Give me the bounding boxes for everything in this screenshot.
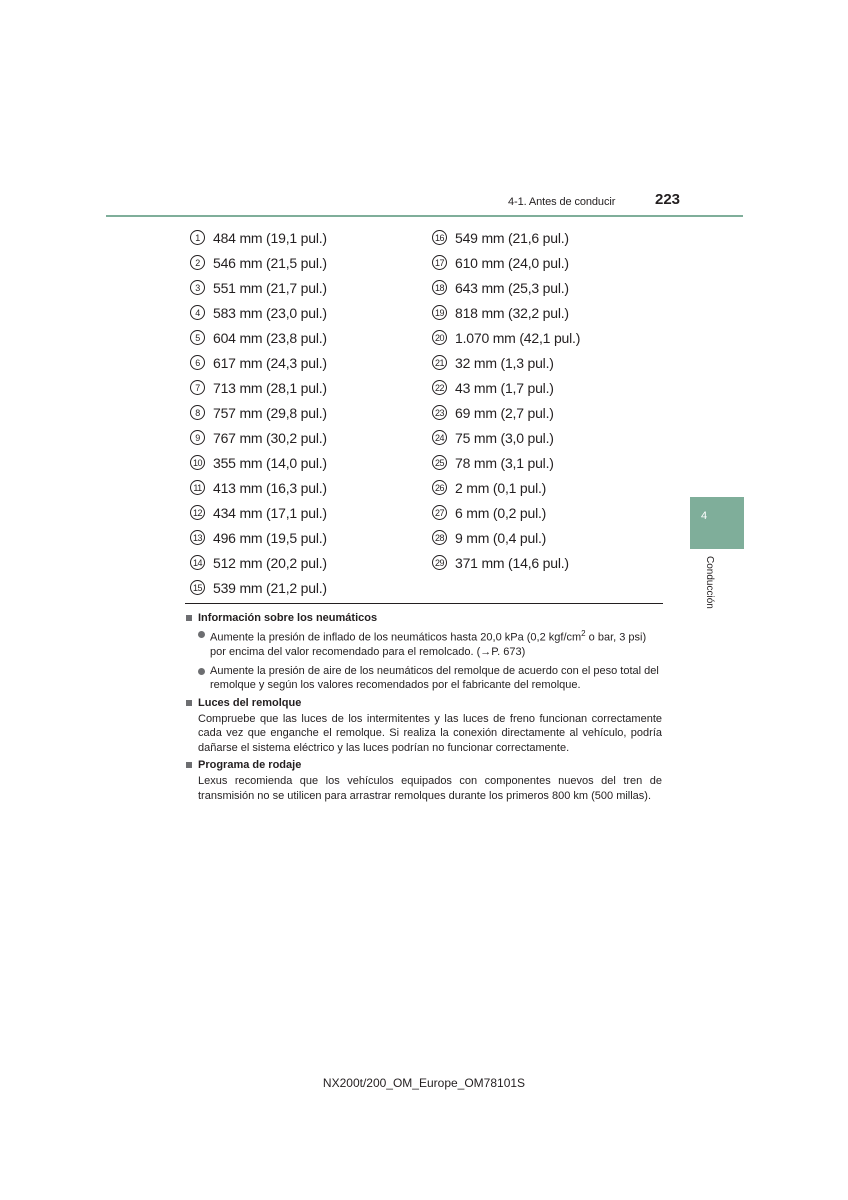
dimension-item [190, 350, 327, 375]
circled-number-icon: 19 [432, 305, 447, 320]
dimension-item [190, 425, 327, 450]
dimension-item [432, 525, 580, 550]
dimension-value: 549 mm (21,6 pul.) [455, 229, 569, 246]
circled-number-icon: 23 [432, 405, 447, 420]
dot-bullet-icon [198, 668, 205, 675]
dimension-value: 434 mm (17,1 pul.) [213, 504, 327, 521]
dimension-item [190, 325, 327, 350]
dimension-item [190, 275, 327, 300]
dimension-value: 512 mm (20,2 pul.) [213, 554, 327, 571]
dimension-item [432, 325, 580, 350]
dimension-value: 610 mm (24,0 pul.) [455, 254, 569, 271]
dimension-value: 9 mm (0,4 pul.) [455, 529, 547, 546]
dimension-value: 767 mm (30,2 pul.) [213, 429, 327, 446]
dimension-item [432, 350, 580, 375]
square-bullet-icon [186, 615, 192, 621]
dimension-item [190, 400, 327, 425]
dimension-value: 604 mm (23,8 pul.) [213, 329, 327, 346]
circled-number-icon: 1 [190, 230, 205, 245]
circled-number-icon: 21 [432, 355, 447, 370]
circled-number-icon: 2 [190, 255, 205, 270]
dimension-item [190, 500, 327, 525]
circled-number-icon: 6 [190, 355, 205, 370]
circled-number-icon: 18 [432, 280, 447, 295]
dimension-value: 6 mm (0,2 pul.) [455, 504, 547, 521]
circled-number-icon: 12 [190, 505, 205, 520]
note-heading-tires [186, 612, 662, 624]
circled-number-icon: 8 [190, 405, 205, 420]
circled-number-icon: 22 [432, 380, 447, 395]
dimension-item [190, 375, 327, 400]
dimension-item [432, 500, 580, 525]
circled-number-icon: 13 [190, 530, 205, 545]
dimension-item [190, 475, 327, 500]
dimension-value: 757 mm (29,8 pul.) [213, 404, 327, 421]
dimension-value: 713 mm (28,1 pul.) [213, 379, 327, 396]
dimension-item [432, 300, 580, 325]
superscript-two: 2 [581, 629, 586, 638]
lights-paragraph: Compruebe que las luces de los intermitentes y las luces de freno funcionan correctamente cada vez que enganche el remolque. Si realiza la conexión directamente al vehículo, podría dañarse el sistema eléctrico y las luces podrían no funcionar correctamente. [198, 712, 662, 754]
dimension-item [190, 575, 327, 600]
circled-number-icon: 5 [190, 330, 205, 345]
dimension-value: 818 mm (32,2 pul.) [455, 304, 569, 321]
trailer-tire-bullet [186, 664, 662, 693]
dimension-value: 32 mm (1,3 pul.) [455, 354, 554, 371]
dimension-item [190, 550, 327, 575]
dimension-item [190, 250, 327, 275]
dimension-value: 69 mm (2,7 pul.) [455, 404, 554, 421]
arrow-icon: → [480, 646, 492, 659]
circled-number-icon: 14 [190, 555, 205, 570]
circled-number-icon: 10 [190, 455, 205, 470]
dimension-value: 371 mm (14,6 pul.) [455, 554, 569, 571]
chapter-number: 4 [700, 510, 708, 522]
dimension-value: 551 mm (21,7 pul.) [213, 279, 327, 296]
dimension-item [432, 475, 580, 500]
tire-pressure-bullet [186, 627, 662, 660]
dimension-item [432, 225, 580, 250]
dimension-value: 546 mm (21,5 pul.) [213, 254, 327, 271]
circled-number-icon: 17 [432, 255, 447, 270]
note-heading-text: Luces del remolque [198, 696, 302, 709]
header-divider [106, 215, 743, 217]
circled-number-icon: 7 [190, 380, 205, 395]
bullet-text: o bar, 3 psi) por encima del valor recomendado para el remolcado. ( [210, 631, 647, 659]
dimension-value: 643 mm (25,3 pul.) [455, 279, 569, 296]
note-heading-text: Programa de rodaje [198, 759, 302, 772]
note-heading-breakin [186, 759, 662, 771]
circled-number-icon: 29 [432, 555, 447, 570]
dimension-value: 539 mm (21,2 pul.) [213, 579, 327, 596]
dimension-value: 1.070 mm (42,1 pul.) [455, 329, 581, 346]
dimension-value: 413 mm (16,3 pul.) [213, 479, 327, 496]
dimension-item [432, 375, 580, 400]
circled-number-icon: 26 [432, 480, 447, 495]
dimension-item [190, 300, 327, 325]
circled-number-icon: 9 [190, 430, 205, 445]
bullet-text: Aumente la presión de inflado de los neumáticos hasta 20,0 kPa (0,2 kgf/cm [210, 631, 582, 644]
dimension-item [432, 400, 580, 425]
dimension-value: 43 mm (1,7 pul.) [455, 379, 554, 396]
circled-number-icon: 24 [432, 430, 447, 445]
dimension-item [432, 275, 580, 300]
breakin-paragraph: Lexus recomienda que los vehículos equipados con componentes nuevos del tren de transmisión no se utilicen para arrastrar remolques durante los primeros 800 km (500 millas). [198, 775, 662, 802]
dimension-value: 75 mm (3,0 pul.) [455, 429, 554, 446]
circled-number-icon: 27 [432, 505, 447, 520]
chapter-tab [690, 497, 744, 549]
page-number: 223 [655, 191, 681, 208]
content-divider [185, 603, 663, 604]
dimension-item [190, 450, 327, 475]
square-bullet-icon [186, 700, 192, 706]
dimension-value: 583 mm (23,0 pul.) [213, 304, 327, 321]
dimension-value: 496 mm (19,5 pul.) [213, 529, 327, 546]
dimension-item [432, 550, 580, 575]
circled-number-icon: 4 [190, 305, 205, 320]
circled-number-icon: 16 [432, 230, 447, 245]
document-code: NX200t/200_OM_Europe_OM78101S [322, 1076, 526, 1090]
dimension-value: 484 mm (19,1 pul.) [213, 229, 327, 246]
circled-number-icon: 15 [190, 580, 205, 595]
circled-number-icon: 11 [190, 480, 205, 495]
dimension-item [190, 525, 327, 550]
notes-section [186, 612, 662, 807]
note-heading-lights [186, 697, 662, 709]
dimension-item [432, 450, 580, 475]
dimension-value: 355 mm (14,0 pul.) [213, 454, 327, 471]
circled-number-icon: 20 [432, 330, 447, 345]
dot-bullet-icon [198, 631, 205, 638]
circled-number-icon: 3 [190, 280, 205, 295]
dimensions-list-right [432, 225, 580, 575]
dimension-value: 617 mm (24,3 pul.) [213, 354, 327, 371]
page-reference-link[interactable]: P. 673) [491, 646, 526, 659]
dimension-item [432, 425, 580, 450]
square-bullet-icon [186, 762, 192, 768]
dimension-item [432, 250, 580, 275]
circled-number-icon: 25 [432, 455, 447, 470]
circled-number-icon: 28 [432, 530, 447, 545]
bullet-text: Aumente la presión de aire de los neumáticos del remolque de acuerdo con el peso total del remolque y según los valores recomendados por el fabricante del remolque. [210, 664, 659, 692]
section-title: 4-1. Antes de conducir [508, 196, 616, 208]
dimension-value: 2 mm (0,1 pul.) [455, 479, 547, 496]
dimensions-list-left [190, 225, 327, 600]
note-heading-text: Información sobre los neumáticos [198, 612, 378, 624]
dimension-value: 78 mm (3,1 pul.) [455, 454, 554, 471]
chapter-name: Conducción [704, 556, 715, 609]
dimension-item [190, 225, 327, 250]
